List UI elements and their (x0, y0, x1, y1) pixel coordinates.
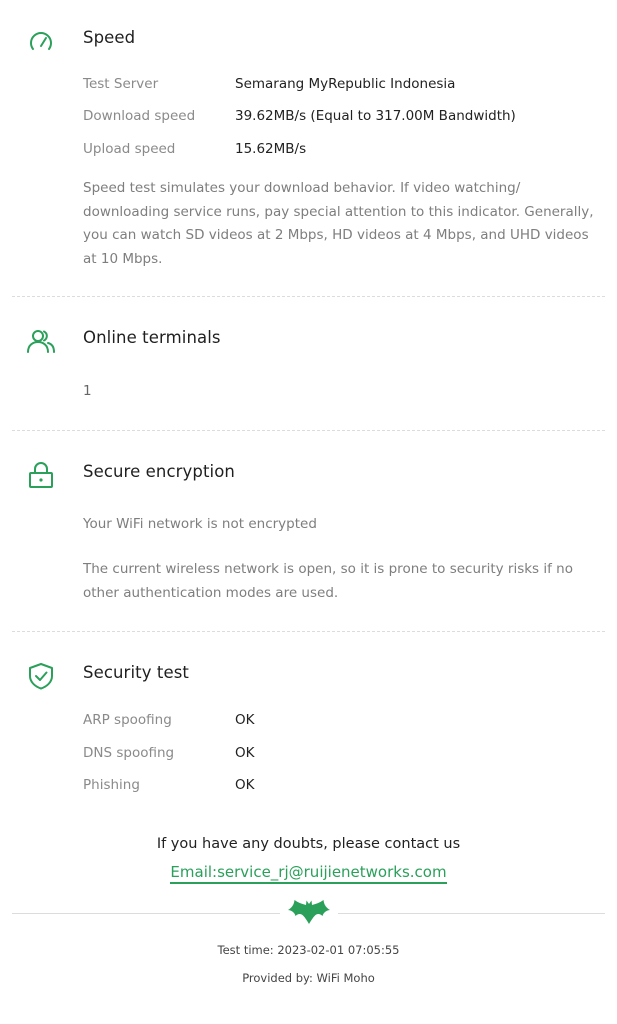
dns-spoofing-row (83, 745, 254, 761)
encryption-description: The current wireless network is open, so it is prone to security risks if no other authentication modes are used. (83, 561, 573, 601)
terminals-count (83, 383, 92, 399)
encryption-title: Secure encryption (83, 462, 235, 481)
upload-speed-value: 15.62MB/s (235, 141, 307, 157)
test-time: Test time: 2023-02-01 07:05:55 (217, 943, 400, 957)
encryption-status-text: Your WiFi network is not encrypted (83, 516, 317, 532)
upload-speed-label: Upload speed (83, 141, 176, 157)
terminals-title: Online terminals (83, 328, 221, 347)
divider (12, 296, 605, 297)
download-speed-label: Download speed (83, 108, 196, 124)
phishing-row (83, 777, 254, 793)
download-speed-value: 39.62MB/s (Equal to 317.00M Bandwidth) (235, 108, 516, 124)
footer-line-right (338, 913, 605, 914)
divider (12, 430, 605, 431)
arp-spoofing-label: ARP spoofing (83, 712, 172, 728)
bat-logo-icon (287, 898, 331, 930)
test-server-label: Test Server (83, 76, 159, 92)
security-title: Security test (83, 663, 189, 682)
speedometer-icon (26, 26, 56, 56)
terminals-count-value: 1 (83, 383, 92, 399)
phishing-value: OK (235, 777, 255, 793)
arp-spoofing-row (83, 712, 254, 728)
lock-icon (26, 460, 56, 490)
download-speed-row (83, 108, 516, 124)
email-link-wrapper (0, 862, 617, 881)
arp-spoofing-value: OK (235, 712, 255, 728)
test-server-row (83, 76, 455, 92)
users-icon (26, 326, 56, 356)
email-link[interactable]: Email:service_rj@ruijienetworks.com (170, 863, 446, 884)
divider (12, 631, 605, 632)
upload-speed-row (83, 141, 306, 157)
dns-spoofing-label: DNS spoofing (83, 745, 175, 761)
phishing-label: Phishing (83, 777, 140, 793)
footer-line-left (12, 913, 280, 914)
shield-check-icon (26, 661, 56, 691)
provided-by: Provided by: WiFi Moho (242, 971, 375, 985)
speed-description: Speed test simulates your download behavior. If video watching/ downloading service runs, pay special attention to this indicator. Generally, you can watch SD videos at 2 Mbps, HD videos at 4 Mbps, and UHD videos at 10 Mbps. (83, 180, 594, 267)
speed-title: Speed (83, 28, 136, 47)
encryption-status (83, 516, 317, 532)
contact-text: If you have any doubts, please contact us (156, 836, 461, 852)
test-server-value: Semarang MyRepublic Indonesia (235, 76, 456, 92)
dns-spoofing-value: OK (235, 745, 255, 761)
